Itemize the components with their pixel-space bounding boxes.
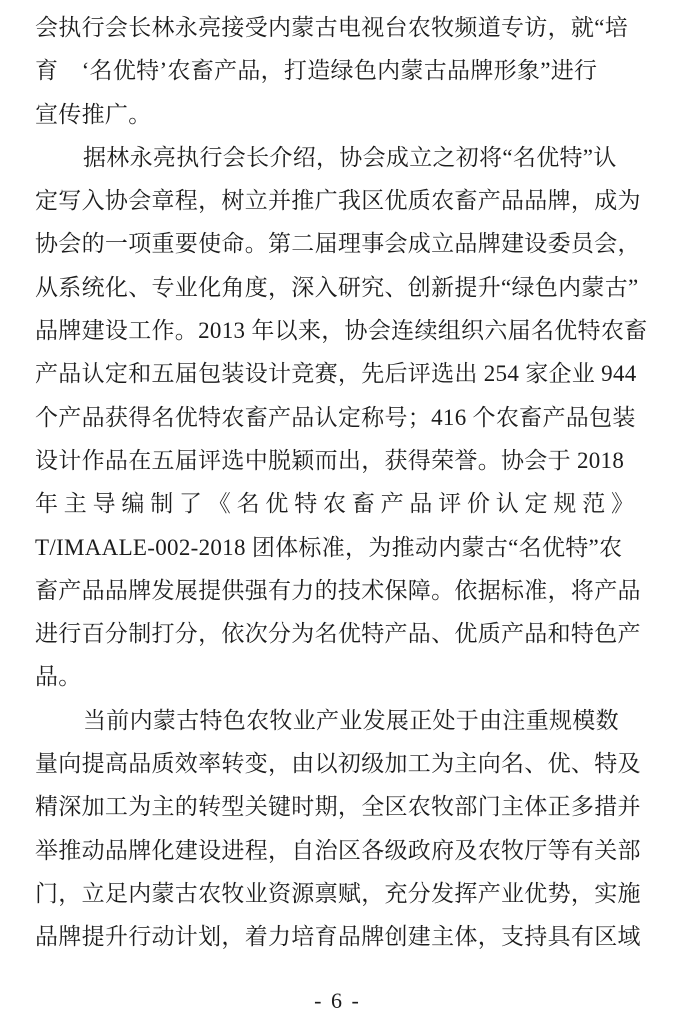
text-line: 进行百分制打分，依次分为名优特产品、优质产品和特色产 — [35, 621, 641, 647]
text-line: T/IMAALE-002-2018 团体标准，为推动内蒙古“名优特”农 — [35, 534, 623, 560]
text-line: 设计作品在五届评选中脱颖而出，获得荣誉。协会于 2018 — [35, 447, 625, 473]
text-line: 精深加工为主的转型关键时期，全区农牧部门主体正多措并 — [35, 794, 641, 820]
text-line-paragraph-start: 当前内蒙古特色农牧业产业发展正处于由注重规模数 — [83, 707, 619, 733]
text-line: 协会的一项重要使命。第二届理事会成立品牌建设委员会， — [35, 231, 641, 257]
text-line: 量向提高品质效率转变，由以初级加工为主向名、优、特及 — [35, 751, 641, 777]
page-number: - 6 - — [314, 988, 361, 1013]
text-line-paragraph-start: 据林永亮执行会长介绍，协会成立之初将“名优特”认 — [83, 144, 617, 170]
text-line: 门，立足内蒙古农牧业资源禀赋，充分发挥产业优势，实施 — [35, 880, 641, 906]
text-line: 个产品获得名优特农畜产品认定称号；416 个农畜产品包装 — [35, 404, 636, 430]
text-line: 品。 — [35, 664, 82, 690]
text-line: 品牌建设工作。2013 年以来，协会连续组织六届名优特农畜 — [35, 318, 648, 344]
text-line: 畜产品品牌发展提供强有力的技术保障。依据标准，将产品 — [35, 577, 641, 603]
text-line: 育 ‘名优特’农畜产品，打造绿色内蒙古品牌形象”进行 — [35, 58, 598, 84]
text-line: 举推动品牌化建设进程，自治区各级政府及农牧厅等有关部 — [35, 837, 641, 863]
text-line: 会执行会长林永亮接受内蒙古电视台农牧频道专访，就“培 — [35, 15, 629, 40]
text-line: 宣传推广。 — [35, 101, 152, 127]
text-line: 品牌提升行动计划，着力培育品牌创建主体，支持具有区域 — [35, 924, 641, 950]
text-line: 从系统化、专业化角度，深入研究、创新提升“绿色内蒙古” — [35, 274, 639, 300]
page-body — [35, 6, 648, 959]
text-line: 产品认定和五届包装设计竞赛，先后评选出 254 家企业 944 — [35, 361, 637, 387]
text-line-justified: 年主导编制了《名优特农畜产品评价认定规范》 — [35, 491, 640, 517]
text-line: 定写入协会章程，树立并推广我区优质农畜产品品牌，成为 — [35, 188, 641, 214]
